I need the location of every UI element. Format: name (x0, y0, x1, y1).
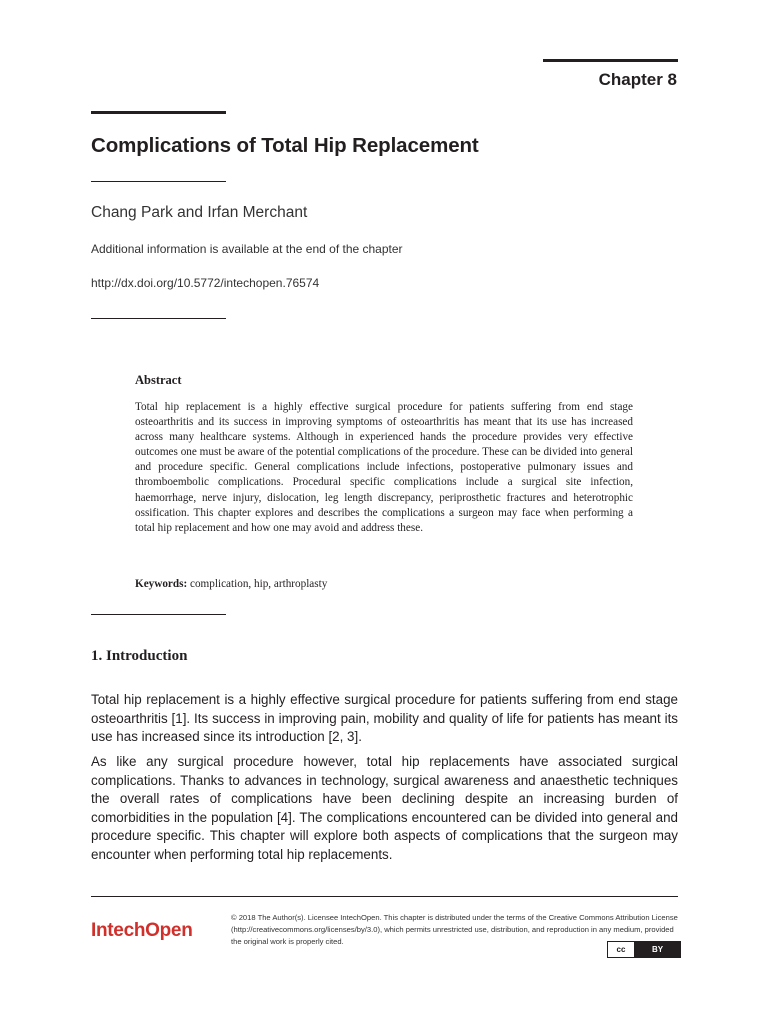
section-heading-introduction: 1. Introduction (91, 648, 188, 664)
header-rule-right (543, 59, 678, 62)
abstract-rule (91, 614, 226, 615)
keywords-line (135, 578, 327, 590)
intro-paragraph: Total hip replacement is a highly effective surgical procedure for patients suffering from end stage osteoarthritis [1]. Its success in improving pain, mobility and quality of life for patients has meant its use has increased since its introduction [2, 3]. (91, 692, 678, 744)
title-rule-top (91, 111, 226, 114)
footer-rule (91, 896, 678, 897)
doi-link[interactable]: http://dx.doi.org/10.5772/intechopen.76574 (91, 276, 320, 290)
abstract-body: Total hip replacement is a highly effective surgical procedure for patients suffering from end stage osteoarthritis and its success in improving symptoms of osteoarthritis has meant that its use has increased across many healthcare systems. Although in experienced hands the procedure provides very effective outcomes one must be aware of the potential complications of the procedure. These can be divided into general and procedure specific. General complications include infections, postoperative pulmonary issues and thromboembolic complications. Procedural specific complications include a surgical site infection, haemorrhage, nerve injury, dislocation, leg length discrepancy, periprosthetic fractures and heterotrophic ossification. This chapter explores and describes the complications a surgeon may face when performing a total hip replacement and how one may avoid and address these. (135, 401, 633, 534)
license-text: © 2018 The Author(s). Licensee IntechOpen. This chapter is distributed under the terms of the Creative Commons Attribution License (http://creativecommons.org/licenses/by/3.0), which permits unrestricted use, distribution, and reproduction in any medium, provided the original work is properly cited. (231, 913, 678, 947)
publisher-logo: IntechOpen (91, 920, 193, 941)
title-rule-bottom (91, 181, 226, 182)
abstract-heading: Abstract (135, 373, 182, 387)
doi-rule (91, 318, 226, 319)
cc-by-badge[interactable] (607, 941, 681, 958)
cc-icon: cc (608, 942, 635, 957)
intro-paragraph: As like any surgical procedure however, total hip replacements have associated surgical complications. Thanks to advances in technology, surgical awareness and anaesthetic techniques the overall rates of complications have been declining despite an increasing burden of comorbidities in the population [4]. The complications encountered can be divided into general and procedure specific. This chapter will explore both aspects of complications that the surgeon may encounter when performing total hip replacements. (91, 754, 678, 862)
chapter-label: Chapter 8 (598, 70, 677, 89)
author-names: Chang Park and Irfan Merchant (91, 204, 308, 221)
keywords-label: Keywords: (135, 578, 188, 590)
by-icon: BY (635, 942, 680, 957)
keywords-list: complication, hip, arthroplasty (190, 578, 328, 590)
additional-info: Additional information is available at the end of the chapter (91, 242, 403, 256)
chapter-title: Complications of Total Hip Replacement (91, 134, 479, 157)
